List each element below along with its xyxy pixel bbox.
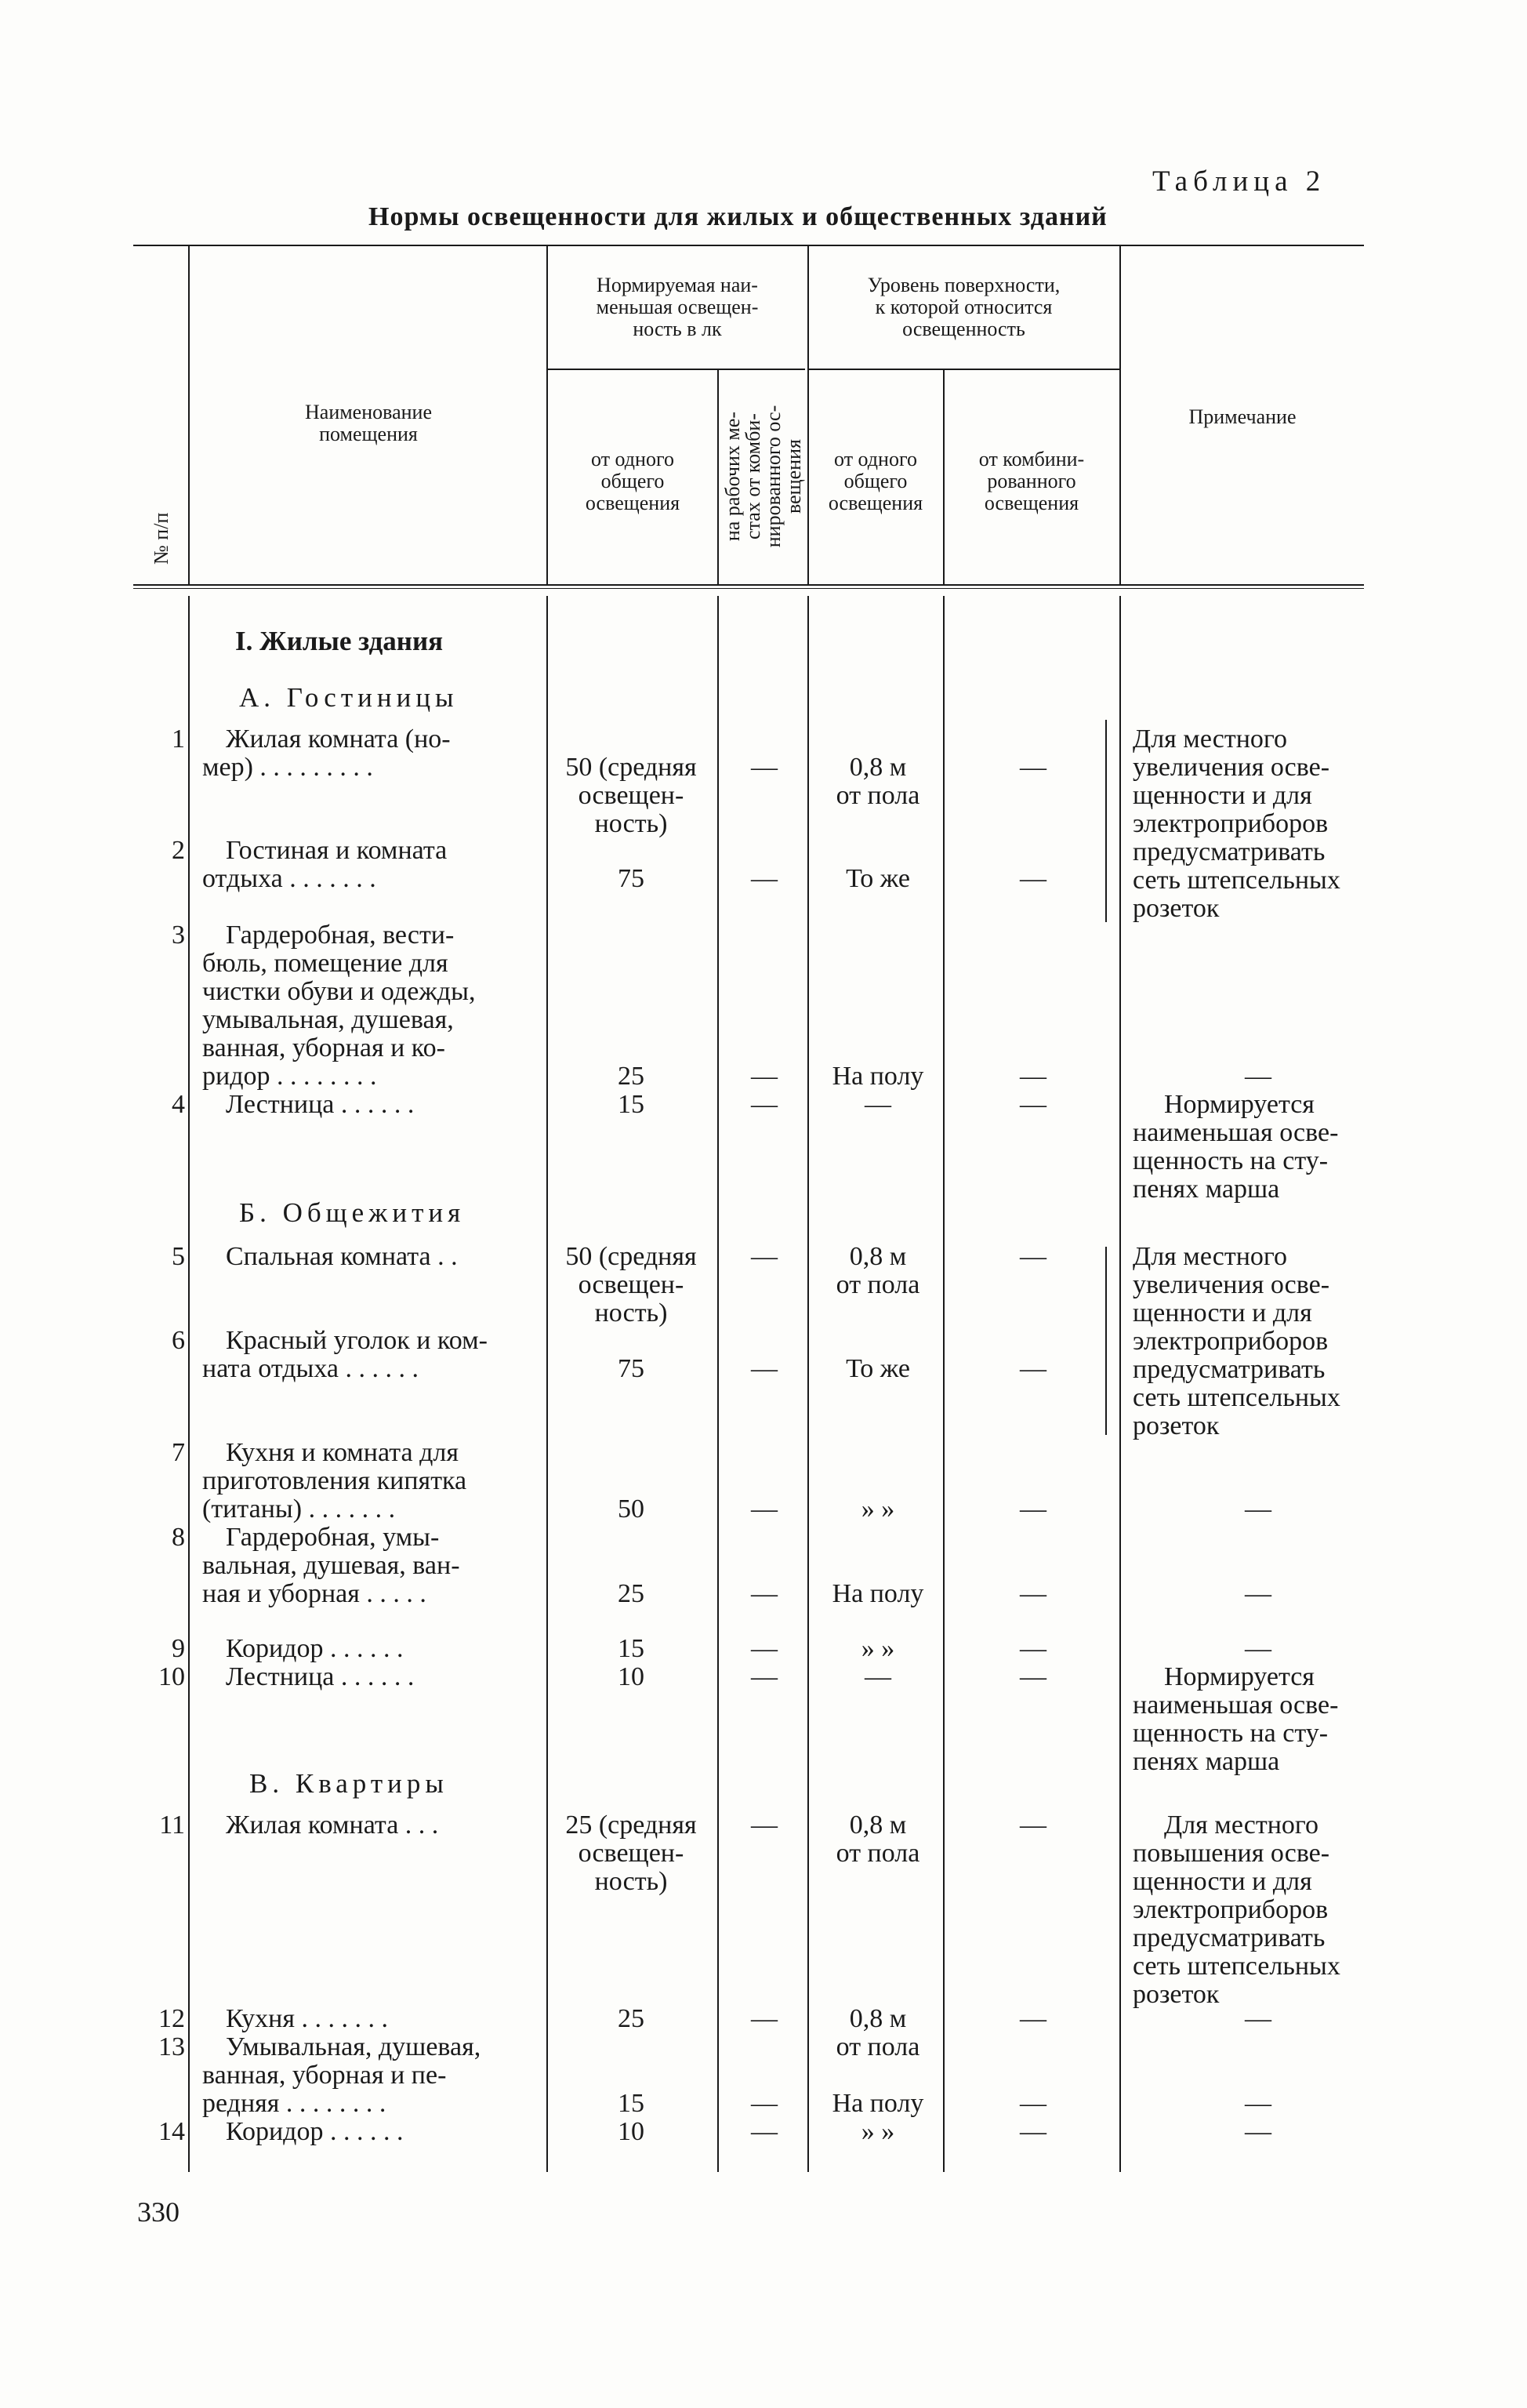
page-number: 330 — [137, 2196, 180, 2228]
body-divider-4 — [807, 596, 809, 2172]
col-divider-1 — [188, 246, 190, 585]
row-num: 8 — [172, 1523, 185, 1552]
section-apartments: В. Квартиры — [249, 1768, 448, 1799]
row-num: 4 — [172, 1090, 185, 1119]
row-level-general: 0,8 м от пола — [836, 1811, 920, 1868]
row-level-general: То же — [846, 864, 910, 893]
row-norm-general: 25 — [618, 2004, 644, 2033]
row-level-combined: — — [1020, 1242, 1046, 1271]
row-level-combined: — — [1020, 864, 1046, 893]
row-num: 5 — [172, 1242, 185, 1271]
row-norm-combined: — — [751, 1662, 778, 1691]
row-norm-combined: — — [751, 1354, 778, 1383]
row-num: 9 — [172, 1634, 185, 1663]
row-level-general: 0,8 м от пола — [836, 2004, 920, 2061]
row-level-general: — — [865, 1090, 891, 1119]
row-name: Кухня и комната для приготовления кипятка (титаны) . . . . . . . — [202, 1438, 467, 1524]
row-norm-general: 10 — [618, 2117, 644, 2146]
row-norm-general: 15 — [618, 1090, 644, 1119]
header-bottom-rule-2 — [133, 588, 1364, 589]
section-hotels: А. Гостиницы — [239, 682, 459, 713]
row-level-general: На полу — [832, 2089, 924, 2118]
row-level-combined: — — [1020, 1579, 1046, 1608]
col-header-note: Примечание — [1188, 405, 1297, 428]
row-norm-combined: — — [751, 1811, 778, 1840]
row-name: Гостиная и комната отдыха . . . . . . . — [202, 836, 448, 893]
row-level-general: 0,8 м от пола — [836, 1242, 920, 1299]
row-norm-combined: — — [751, 1495, 778, 1524]
col-header-num: № п/п — [150, 512, 172, 565]
row-note: Для местного повышения осве- щенности и для электроприборов предусматривать сеть штепсельных розеток — [1133, 1811, 1340, 2009]
row-level-combined: — — [1020, 1354, 1046, 1383]
row-norm-general: 25 — [618, 1579, 644, 1608]
row-name: Красный уголок и ком- ната отдыха . . . . . . — [202, 1326, 488, 1383]
row-norm-general: 50 (средняя освещен- ность) — [565, 753, 697, 838]
row-norm-combined: — — [751, 2117, 778, 2146]
row-norm-general: 75 — [618, 864, 644, 893]
body-divider-3 — [717, 596, 719, 2172]
row-name: Кухня . . . . . . . — [226, 2004, 388, 2033]
row-norm-combined: — — [751, 2089, 778, 2118]
row-note: Нормируется наименьшая осве- щенность на сту- пенях марша — [1133, 1662, 1339, 1776]
row-level-combined: — — [1020, 2117, 1046, 2146]
row-name: Умывальная, душевая, ванная, уборная и пе- редняя . . . . . . . . — [202, 2032, 481, 2118]
row-name: Гардеробная, умы- вальная, душевая, ван- ная и уборная . . . . . — [202, 1523, 460, 1608]
section-residential: I. Жилые здания — [235, 626, 444, 656]
row-name: Жилая комната (но- мер) . . . . . . . . . — [202, 725, 451, 782]
row-norm-general: 75 — [618, 1354, 644, 1383]
body-divider-5 — [943, 596, 945, 2172]
body-divider-1 — [188, 596, 190, 2172]
row-num: 14 — [158, 2117, 185, 2146]
header-bottom-rule — [133, 584, 1364, 586]
col-divider-2 — [546, 246, 548, 585]
row-level-general: » » — [861, 2117, 895, 2146]
row-norm-combined: — — [751, 1579, 778, 1608]
row-note: — — [1245, 1062, 1271, 1091]
row-level-general: » » — [861, 1634, 895, 1663]
row-num: 11 — [159, 1811, 185, 1840]
section-dorms: Б. Общежития — [239, 1197, 466, 1228]
row-norm-combined: — — [751, 864, 778, 893]
col-header-level-combined: от комбини- рованного освещения — [978, 448, 1085, 514]
col-header-norm-group: Нормируемая наи- меньшая освещен- ность в лк — [596, 274, 759, 340]
row-name: Лестница . . . . . . — [226, 1662, 415, 1691]
row-note: — — [1245, 2117, 1271, 2146]
row-num: 7 — [172, 1438, 185, 1467]
row-norm-combined: — — [751, 753, 778, 782]
row-name: Коридор . . . . . . — [226, 1634, 404, 1663]
group-note-hotels: Для местного увеличения осве- щенности и для электроприборов предусматривать сеть штепсельных розеток — [1133, 725, 1340, 923]
row-num: 3 — [172, 921, 185, 950]
group-note-dorms: Для местного увеличения осве- щенности и для электроприборов предусматривать сеть штепсельных розеток — [1133, 1242, 1340, 1440]
row-norm-general: 50 — [618, 1495, 644, 1524]
row-note: — — [1245, 2089, 1271, 2118]
row-name: Спальная комната . . — [226, 1242, 458, 1271]
row-level-general: » » — [861, 1495, 895, 1524]
row-name: Гардеробная, вести- бюль, помещение для чистки обуви и одежды, умывальная, душевая, ванная, уборная и ко- ридор . . . . . . . . — [202, 921, 476, 1091]
row-norm-general: 15 — [618, 1634, 644, 1663]
row-name: Жилая комната . . . — [226, 1811, 439, 1840]
row-norm-combined: — — [751, 1090, 778, 1119]
row-num: 1 — [172, 725, 185, 754]
row-norm-combined: — — [751, 1242, 778, 1271]
subheader-rule-norm — [546, 369, 805, 370]
row-note: Нормируется наименьшая осве- щенность на сту- пенях марша — [1133, 1090, 1339, 1204]
row-num: 2 — [172, 836, 185, 865]
row-note: — — [1245, 1634, 1271, 1663]
row-note: — — [1245, 1495, 1271, 1524]
row-note: — — [1245, 1579, 1271, 1608]
row-level-combined: — — [1020, 2089, 1046, 2118]
row-level-combined: — — [1020, 2004, 1046, 2033]
row-level-combined: — — [1020, 1062, 1046, 1091]
row-norm-combined: — — [751, 2004, 778, 2033]
row-num: 13 — [158, 2032, 185, 2061]
row-level-combined: — — [1020, 1811, 1046, 1840]
row-norm-combined: — — [751, 1062, 778, 1091]
subheader-rule-level — [807, 369, 1119, 370]
row-num: 10 — [158, 1662, 185, 1691]
body-divider-6 — [1119, 596, 1121, 2172]
row-name: Коридор . . . . . . — [226, 2117, 404, 2146]
row-norm-general: 25 — [618, 1062, 644, 1091]
row-note: — — [1245, 2004, 1271, 2033]
row-norm-general: 10 — [618, 1662, 644, 1691]
col-header-norm-combined: на рабочих ме- стах от комби- нированного ос- вещения — [721, 405, 805, 548]
table-top-rule — [133, 245, 1364, 246]
row-level-combined: — — [1020, 1634, 1046, 1663]
row-level-general: — — [865, 1662, 891, 1691]
row-level-combined: — — [1020, 753, 1046, 782]
body-divider-2 — [546, 596, 548, 2172]
row-level-general: На полу — [832, 1579, 924, 1608]
row-norm-general: 15 — [618, 2089, 644, 2118]
row-norm-general: 50 (средняя освещен- ность) — [565, 1242, 697, 1327]
brace-hotels — [1105, 720, 1107, 922]
row-norm-combined: — — [751, 1634, 778, 1663]
row-num: 6 — [172, 1326, 185, 1355]
brace-dorms — [1105, 1247, 1107, 1435]
row-level-combined: — — [1020, 1662, 1046, 1691]
row-name: Лестница . . . . . . — [226, 1090, 415, 1119]
row-level-general: На полу — [832, 1062, 924, 1091]
table-title: Нормы освещенности для жилых и общественных зданий — [368, 202, 1108, 231]
row-level-general: 0,8 м от пола — [836, 753, 920, 810]
col-header-level-general: от одного общего освещения — [828, 448, 923, 514]
row-level-combined: — — [1020, 1090, 1046, 1119]
col-header-norm-general: от одного общего освещения — [585, 448, 680, 514]
row-norm-general: 25 (средняя освещен- ность) — [565, 1811, 697, 1896]
table-label: Таблица 2 — [1152, 165, 1326, 198]
col-divider-3 — [717, 370, 719, 585]
row-level-combined: — — [1020, 1495, 1046, 1524]
col-header-level-group: Уровень поверхности, к которой относится освещенность — [867, 274, 1061, 340]
col-header-name: Наименование помещения — [305, 401, 432, 445]
row-num: 12 — [158, 2004, 185, 2033]
row-level-general: То же — [846, 1354, 910, 1383]
